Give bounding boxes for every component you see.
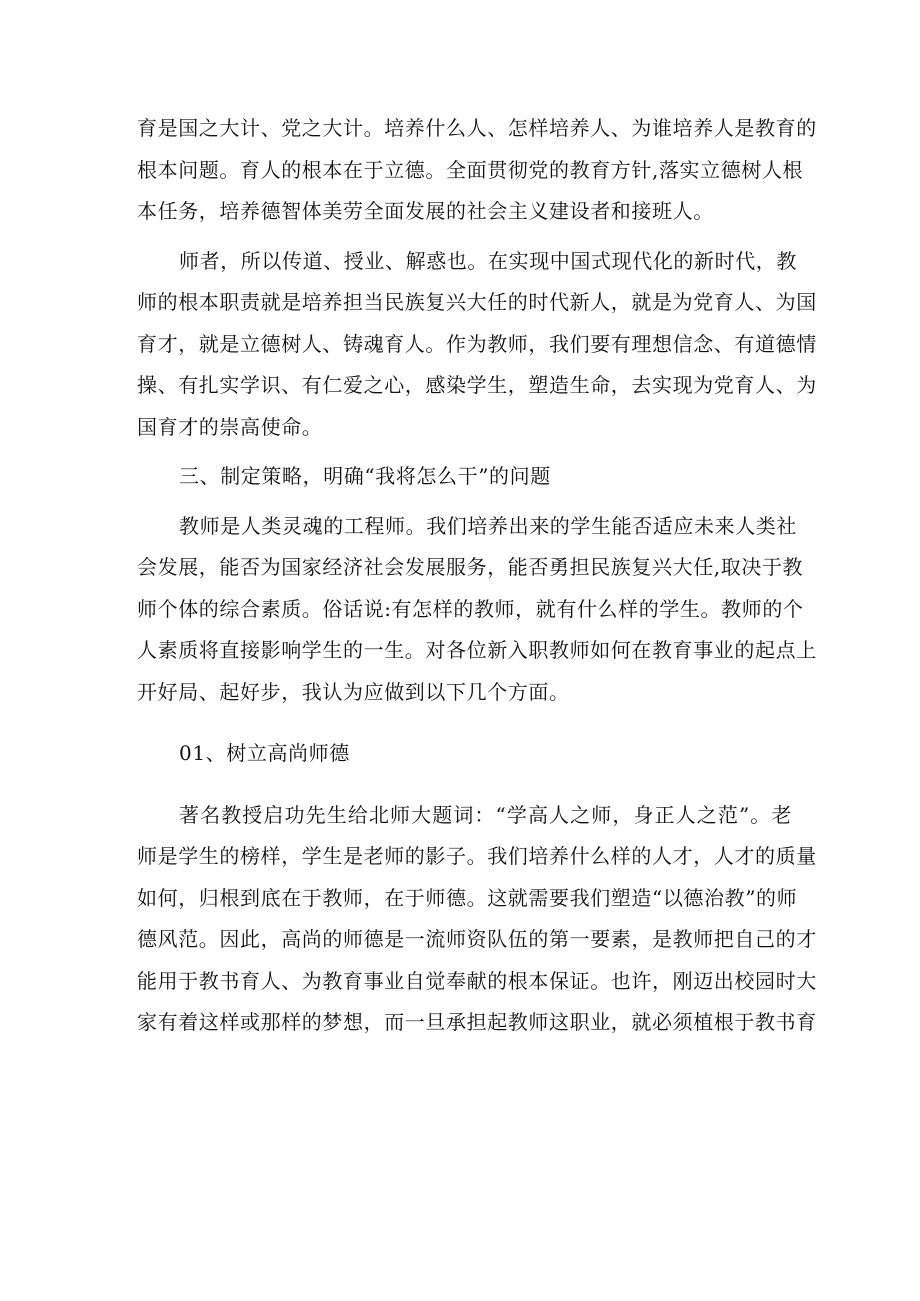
paragraph-4 — [137, 795, 817, 1044]
heading-text: 01、树立高尚师德 — [179, 741, 350, 765]
text-line: 人素质将直接影响学生的一生。对各位新入职教师如何在教育事业的起点上 — [137, 638, 817, 662]
text-line: 师者，所以传道、授业、解惑也。在实现中国式现代化的新时代，教 — [179, 248, 797, 273]
text-line: 操、有扎实学识、有仁爱之心，感染学生，塑造生命，去实现为党育人、为 — [137, 373, 817, 397]
paragraph-2 — [137, 241, 817, 449]
text-line: 家有着这样或那样的梦想，而一旦承担起教师这职业，就必须植根于教书育 — [137, 1010, 817, 1034]
text-line: 能用于教书育人、为教育事业自觉奉献的根本保证。也许，刚迈出校园时大 — [137, 968, 817, 993]
heading-text: 三、制定策略，明确“我将怎么干”的问题 — [179, 464, 551, 488]
text-line: 教师是人类灵魂的工程师。我们培养出来的学生能否适应未来人类社 — [179, 513, 797, 538]
text-line: 德风范。因此，高尚的师德是一流师资队伍的第一要素，是教师把自己的才 — [137, 927, 817, 951]
paragraph-3 — [137, 506, 817, 714]
text-line: 育是国之大计、党之大计。培养什么人、怎样培养人、为谁培养人是教育的 — [137, 116, 817, 140]
text-line: 著名教授启功先生给北师大题词：“学高人之师，身正人之范”。老 — [179, 802, 792, 827]
document-body — [137, 108, 817, 1044]
text-line: 本任务，培养德智体美劳全面发展的社会主义建设者和接班人。 — [137, 199, 714, 223]
text-line: 育才，就是立德树人、铸魂育人。作为教师，我们要有理想信念、有道德情 — [137, 331, 817, 356]
text-line: 师个体的综合素质。俗话说:有怎样的教师，就有什么样的学生。教师的个 — [137, 596, 804, 621]
section-heading-01 — [137, 733, 792, 775]
text-line: 开好局、起好步，我认为应做到以下几个方面。 — [137, 679, 570, 704]
section-heading-3 — [137, 456, 792, 498]
text-line: 如何，归根到底在于教师，在于师德。这就需要我们塑造“以德治教”的师 — [137, 885, 798, 910]
text-line: 师的根本职责就是培养担当民族复兴大任的时代新人，就是为党育人、为国 — [137, 290, 817, 314]
text-line: 会发展，能否为国家经济社会发展服务，能否勇担民族复兴大任,取决于教 — [137, 555, 804, 579]
text-line: 师是学生的榜样，学生是老师的影子。我们培养什么样的人才，人才的质量 — [137, 844, 817, 868]
paragraph-1 — [137, 108, 817, 233]
text-line: 根本问题。育人的根本在于立德。全面贯彻党的教育方针,落实立德树人根 — [137, 157, 804, 182]
text-line: 国育才的崇高使命。 — [137, 414, 323, 439]
